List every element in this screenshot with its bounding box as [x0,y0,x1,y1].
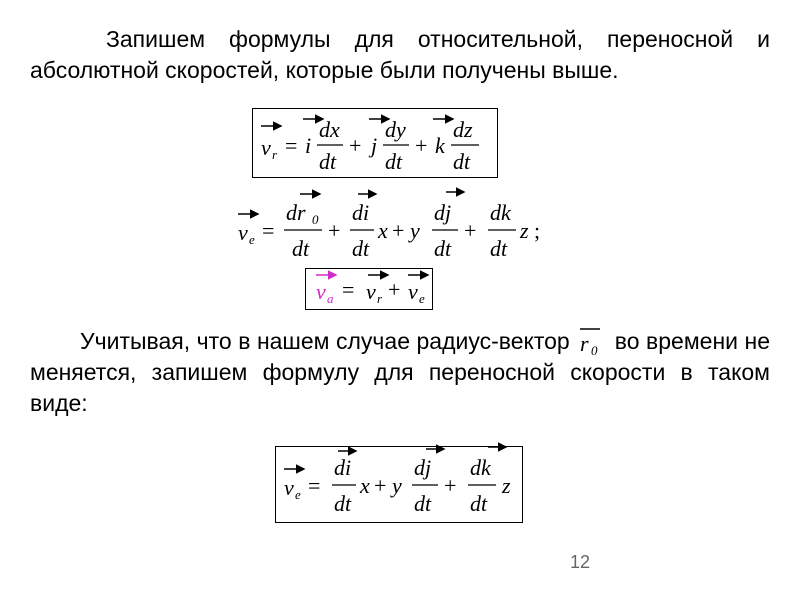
numerator-dx: dx [319,117,340,142]
plus-sign: + [444,473,457,498]
numerator-di: di [352,200,370,225]
plus-sign: + [349,133,362,158]
transport-velocity-final-formula [275,446,523,523]
transport-velocity-formula [228,186,548,266]
plus-sign: + [392,218,405,243]
coordinate-z: z [502,473,511,498]
semicolon: ; [534,218,541,243]
numerator-dr0: dr [286,200,306,225]
plus-sign: + [388,277,401,302]
unit-vector-i: i [305,133,312,158]
numerator-dk: dk [490,200,511,225]
denominator-dt: dt [334,491,352,516]
denominator-dt: dt [352,236,370,261]
subscript-e: e [419,291,425,306]
numerator-dj: dj [414,455,432,480]
v-symbol: v [316,279,326,304]
vector-r0 [576,331,608,358]
numerator-dy: dy [385,117,406,142]
plus-sign: + [328,218,341,243]
explanation-text-end: во времени не меняется, запишем формулу для переносной скорости в таком виде: [30,328,771,416]
explanation-text-start: Учитывая, что в нашем случае радиус-вектор [80,328,570,354]
v-symbol: v [284,475,294,500]
subscript-a: a [327,291,334,306]
coordinate-y: y [392,473,402,498]
subscript-0: 0 [312,212,319,227]
subscript-r: r [272,147,278,162]
numerator-dj: dj [434,200,452,225]
v-symbol: v [408,279,418,304]
page-number: 12 [570,552,591,572]
unit-vector-k: k [435,133,445,158]
numerator-di: di [334,455,352,480]
denominator-dt: dt [319,149,337,174]
v-symbol: v [261,135,271,160]
coordinate-x: x [378,218,388,243]
absolute-velocity-formula [305,268,433,310]
subscript-0: 0 [591,343,598,358]
equals-sign: = [342,277,355,302]
denominator-dt: dt [434,236,452,261]
r-symbol: r [580,331,589,356]
equals-sign: = [262,218,275,243]
v-symbol: v [366,279,376,304]
plus-sign: + [374,473,387,498]
unit-vector-j: j [371,133,378,158]
v-symbol: v [238,220,248,245]
explanation-paragraph [30,326,770,419]
subscript-e: e [249,232,255,247]
equals-sign: = [285,133,298,158]
denominator-dt: dt [453,149,471,174]
relative-velocity-formula [252,108,498,178]
numerator-dz: dz [453,117,473,142]
equals-sign: = [308,473,321,498]
plus-sign: + [415,133,428,158]
intro-paragraph: Запишем формулы для относительной, переносной и абсолютной скоростей, которые были получены выше. [30,26,770,83]
coordinate-z: z [520,218,529,243]
subscript-r: r [377,291,383,306]
denominator-dt: dt [470,491,488,516]
denominator-dt: dt [292,236,310,261]
numerator-dk: dk [470,455,491,480]
denominator-dt: dt [490,236,508,261]
coordinate-y: y [410,218,420,243]
denominator-dt: dt [414,491,432,516]
coordinate-x: x [360,473,370,498]
denominator-dt: dt [385,149,403,174]
plus-sign: + [464,218,477,243]
subscript-e: e [295,487,301,502]
